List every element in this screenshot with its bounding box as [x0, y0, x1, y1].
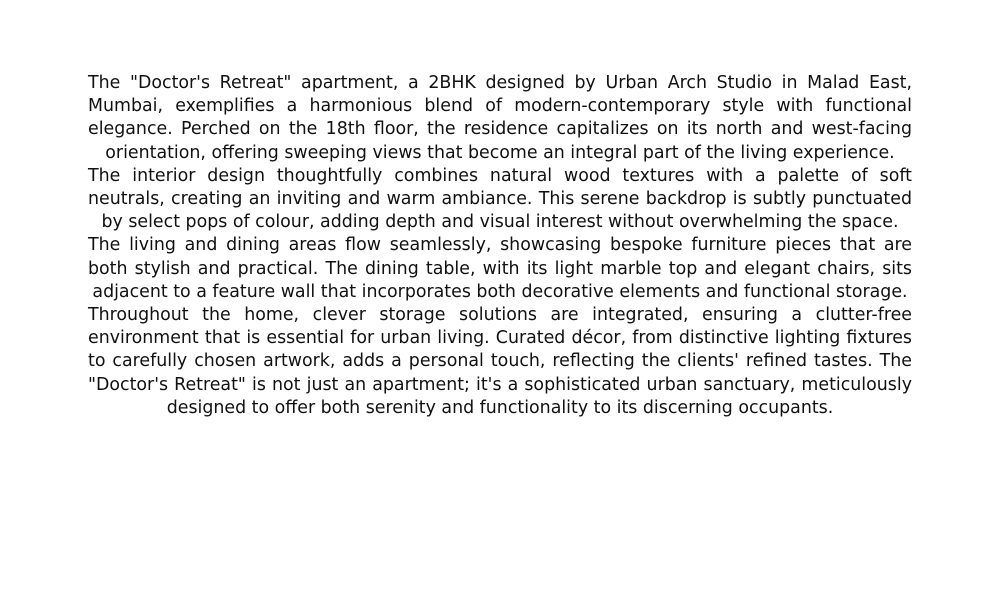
- paragraph-living-dining: The living and dining areas flow seamlessly, showcasing bespoke furniture pieces that are both stylish and practical. The dining table, with its light marble top and elegant chairs, sits adjacent to a feature wall that incorporates both decorative elements and functional storage.: [88, 235, 912, 302]
- paragraph-storage-decor: Throughout the home, clever storage solutions are integrated, ensuring a clutter-free environment that is essential for urban living. Curated décor, from distinctive lighting fixtures to carefully chosen artwork, adds a personal touch, reflecting the clients' refined tastes. The "Doctor's Retreat" is not just an apartment; it's a sophisticated urban sanctuary, meticulously designed to offer both serenity and functionality to its discerning occupants.: [88, 305, 912, 418]
- paragraph-intro: The "Doctor's Retreat" apartment, a 2BHK designed by Urban Arch Studio in Malad East, Mumbai, exemplifies a harmonious blend of modern-contemporary style with functional elegance. Perched on the 18th floor, the residence capitalizes on its north and west-facing orientation, offering sweeping views that become an integral part of the living experience.: [88, 73, 912, 163]
- article-text: [88, 72, 912, 420]
- paragraph-interior-design: The interior design thoughtfully combines natural wood textures with a palette of soft neutrals, creating an inviting and warm ambiance. This serene backdrop is subtly punctuated by select pops of colour, adding depth and visual interest without overwhelming the space.: [88, 165, 912, 233]
